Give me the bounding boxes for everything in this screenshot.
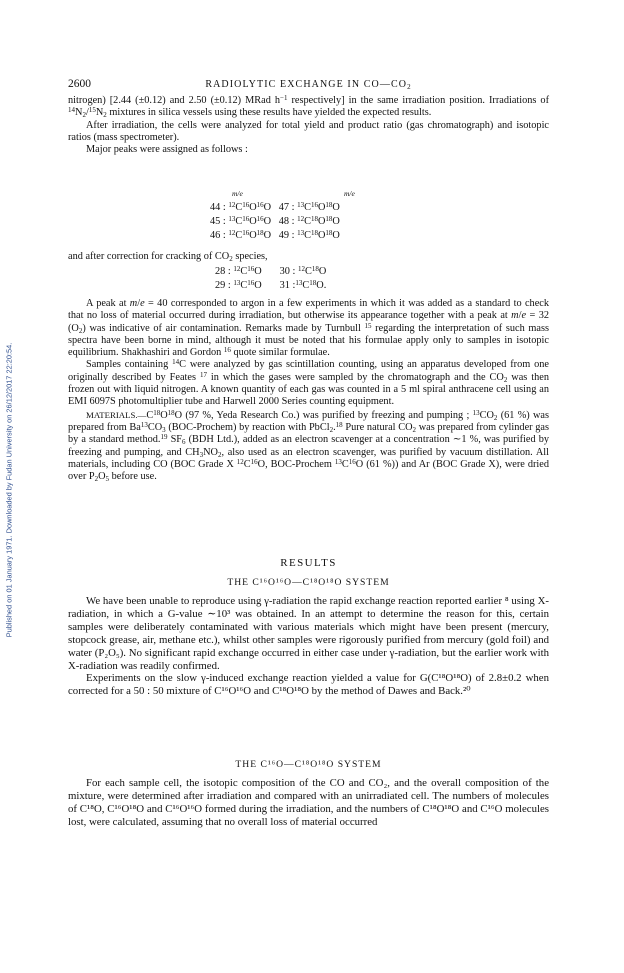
paragraph-peaks-intro: Major peaks were assigned as follows : [86, 144, 248, 156]
co-system-paragraph [68, 777, 549, 829]
download-notice-text: Published on 01 January 1971. Downloaded by Fudan University on 26/12/2017 22:20:54. [4, 342, 14, 638]
peak-row: 45 : $^{13}C^{16}O^{16}O$ 48 : $^{12}C^{18}O^{18}O$ [210, 215, 340, 227]
cracking-row: 29 : $^{13}C^{16}O$ 31 $:^{13}C^{18}O$. [215, 279, 327, 291]
me-header-2: m/e [344, 189, 355, 198]
intro-paragraphs [68, 95, 549, 156]
results-heading: RESULTS [280, 557, 337, 569]
peak-assignment-table [68, 189, 549, 249]
paragraph-sample-cell: For each sample cell, the isotopic composition of the CO and CO₂, and the overall composition of the mixture, were determined after irradiation and compared with an unirradiated cell. The numbers of molecules of C¹⁸O, C¹⁶O¹⁸O and C¹⁶O¹⁶O formed during the irradiation, and the numbers of C¹⁸O¹⁸O and C¹⁶O molecules lost, were calculated, assuming that no overall loss of material occurred [68, 777, 549, 828]
paragraph-argon: A peak at m/e = 40 corresponded to argon in a few experiments in which it was added as a standard to check that no loss of material occurred during irradiation, but otherwise its appearance together with a peak at m/e = 32 $(O_2)$ was indicative of air contamination. Remarks made by Turnbull $^{15}$ regarding the interpretation of such mass spectra have been borne in mind, although it must be noted that his formulae apply only to samples in isotopic equilibrium. Shakhashiri and Gordon $^{16}$ quote similar formulae. [68, 298, 549, 359]
paragraph-scintillation: Samples containing $^{14}$C were analyzed by gas scintillation counting, using an apparatus developed from one originally described by Feates $^{17}$ in which the gases were sampled by the chromatograph and the $CO_2$ was then frozen out with liquid nitrogen. A known quantity of each gas was counted in a 5 ml spiral anthracene cell using an EMI 6097S photomultiplier tube and Harwell 2000 Series counting equipment. [68, 358, 550, 408]
me-header-1: m/e [232, 189, 243, 198]
paragraph-cracking: and after correction for cracking of $CO_2$ species, [68, 251, 268, 263]
running-header [68, 78, 549, 92]
paragraph-gamma-exchange: We have been unable to reproduce using γ-radiation the rapid exchange reaction reported earlier ⁸ using X-radiation, in which a G-value ∼10³ was obtained. In an attempt to determine the reason for this, certain samples were deliberately contaminated with various materials which might have been present (mercury, stopcock grease, air, methane etc.), whilst other samples were rigorously purified from mercury (gold foil) and water (P₂O₅). No significant rapid exchange occurred in either case under γ-radiation, but the earlier work with X-radiation was readily confirmed. [68, 595, 549, 672]
paragraph-materials: $MATERIALS.—C^{18}O^{18}O$ (97 %, Yeda Research Co.) was purified by freezing and pumping ; $^{13}CO_2$ (61 %) was prepared from $Ba^{13}CO_3$ (BOC-Prochem) by reaction with PbCl$_2$.$^{18}$ Pure natural $CO_2$ was prepared from cylinder gas by a standard method.$^{19}$ $SF_6$ (BDH Ltd.), added as an electron scavenger at a concentration ∼1 %, was purified by freezing and pumping, and $CH_3NO_2$, also used as an electron scavenger, was purified by vacuum distillation. All materials, including CO (BOC Grade X $^{12}C^{16}O$, BOC-Prochem $^{13}C^{16}O$ (61 %)) and Ar (BOC Grade X), were dried over $P_2O_5$ before use. [68, 408, 550, 484]
paragraph-irradiation: nitrogen) [2.44 (±0.12) and 2.50 (±0.12) MRad $h^{-1}$ respectively] in the same irradiation position. Irradiations of $^{14}N_2/^{15}N_2$ mixtures in silica vessels using these results have yielded the expected results. [68, 94, 550, 120]
peak-row: 44 : $^{12}C^{16}O^{16}O$ 47 : $^{13}C^{16}O^{18}O$ [210, 201, 340, 213]
cracking-intro [68, 251, 549, 263]
paragraph-slow-exchange: Experiments on the slow γ-induced exchange reaction yielded a value for G(C¹⁸O¹⁸O) of 2.8±0.2 when corrected for a 50 : 50 mixture of C¹⁶O¹⁶O and C¹⁸O¹⁸O by the method of Dawes and Back.²⁰ [68, 672, 549, 698]
running-title: RADIOLYTIC EXCHANGE IN $CO—CO_2$ [205, 79, 412, 91]
cracking-table [68, 266, 549, 298]
paragraph-analysis: After irradiation, the cells were analyzed for total yield and product ratio (gas chromatograph) and isotopic ratios (mass spectrometer). [68, 119, 549, 143]
subsection-heading-co2-system: THE C¹⁶O¹⁶O—C¹⁸O¹⁸O SYSTEM [227, 577, 390, 588]
cracking-row: 28 : $^{12}C^{16}O$ 30 : $^{12}C^{18}O$ [215, 265, 327, 277]
method-paragraphs [68, 298, 549, 483]
download-notice [3, 170, 15, 810]
page-number: 2600 [68, 78, 91, 90]
subsection-heading-co-system: THE C¹⁶O—C¹⁸O¹⁸O SYSTEM [235, 759, 382, 770]
results-paragraphs [68, 595, 549, 698]
peak-row: 46 : $^{12}C^{16}O^{18}O$ 49 : $^{13}C^{18}O^{18}O$ [210, 229, 340, 241]
